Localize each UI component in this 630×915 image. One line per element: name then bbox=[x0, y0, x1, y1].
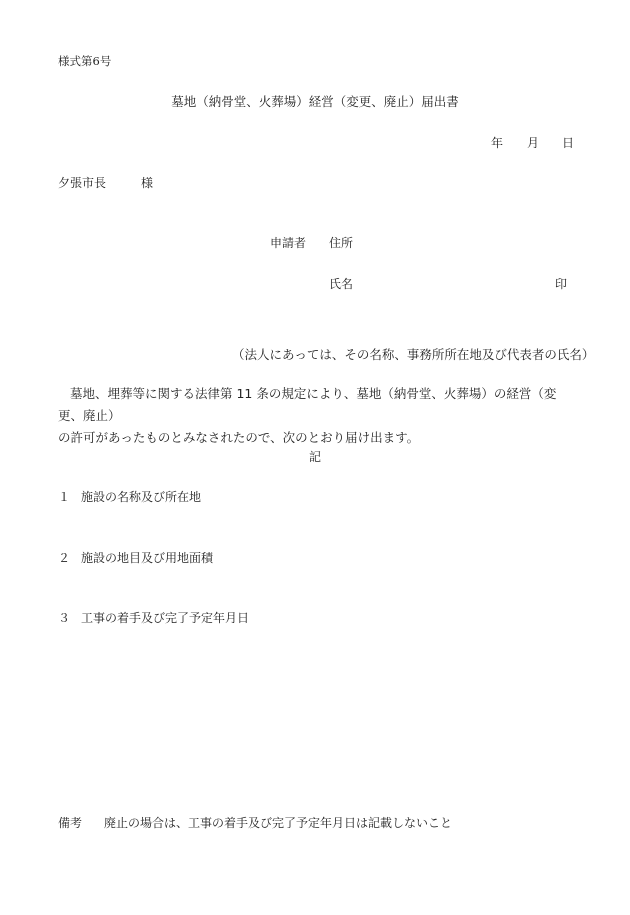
item-number: ３ bbox=[58, 611, 71, 625]
body-line-1: 墓地、埋葬等に関する法律第 11 条の規定により、墓地（納骨堂、火葬場）の経営（変更、廃止） bbox=[58, 386, 557, 423]
item-1-text: 施設の名称及び所在地 bbox=[81, 490, 202, 504]
date-day: 日 bbox=[562, 136, 575, 150]
item-number: ２ bbox=[58, 551, 71, 565]
date-line bbox=[0, 137, 630, 151]
remarks-label: 備考 bbox=[58, 816, 83, 830]
corporation-note: （法人にあっては、その名称、事務所所在地及び代表者の氏名） bbox=[232, 347, 595, 362]
addressee bbox=[58, 177, 106, 189]
body-paragraph bbox=[58, 383, 578, 449]
body-line-2: の許可があったものとみなされたので、次のとおり届け出ます。 bbox=[58, 430, 420, 445]
ki-heading: 記 bbox=[308, 450, 321, 464]
seal-mark: 印 bbox=[555, 277, 568, 291]
date-year: 年 bbox=[491, 136, 504, 150]
applicant-label: 申請者 bbox=[270, 236, 307, 250]
name-label: 氏名 bbox=[329, 277, 354, 291]
item-2 bbox=[58, 552, 70, 564]
addressee-honorific: 様 bbox=[141, 176, 154, 190]
form-number: 様式第6号 bbox=[58, 54, 112, 68]
item-3-text: 工事の着手及び完了予定年月日 bbox=[81, 611, 250, 625]
date-month: 月 bbox=[527, 136, 540, 150]
item-2-text: 施設の地目及び用地面積 bbox=[81, 551, 214, 565]
address-label: 住所 bbox=[329, 236, 354, 250]
remarks-text: 廃止の場合は、工事の着手及び完了予定年月日は記載しないこと bbox=[104, 816, 453, 830]
item-number: １ bbox=[58, 490, 71, 504]
document-title: 墓地（納骨堂、火葬場）経営（変更、廃止）届出書 bbox=[171, 94, 459, 109]
addressee-name: 夕張市長 bbox=[58, 176, 107, 190]
item-1 bbox=[58, 491, 70, 503]
item-3 bbox=[58, 612, 70, 624]
